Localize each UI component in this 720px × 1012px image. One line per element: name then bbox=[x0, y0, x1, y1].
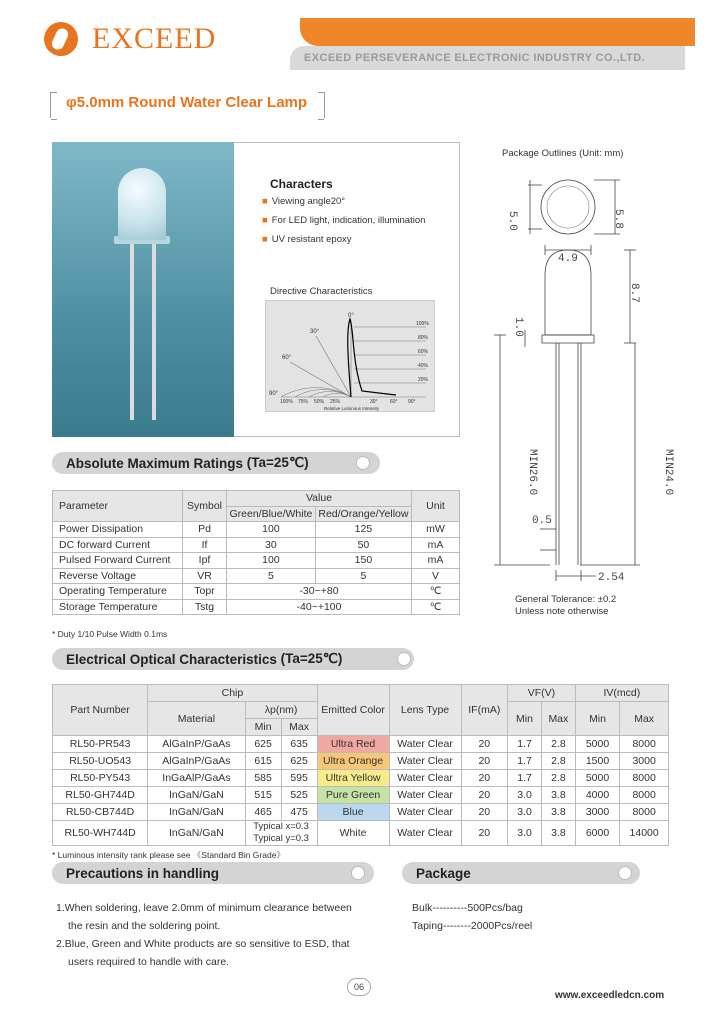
bullet-icon: ■ bbox=[262, 196, 268, 207]
page-number: 06 bbox=[347, 978, 371, 996]
col-parameter: Parameter bbox=[53, 491, 183, 522]
pct-label: 80% bbox=[418, 335, 429, 341]
dim-5-0: 5.0 bbox=[506, 211, 518, 231]
dim-5-8: 5.8 bbox=[612, 209, 624, 229]
electrical-table: Part Number Chip Emitted Color Lens Type IF(mA) VF(V) IV(mcd) Material λp(nm) Min Max Min Max Min Max RL50-PR543 AlGaInP/GaAs 625 635 Ultra Red Water Clear 20 1.7 2.8 5000 8000 RL50-UO543 AlGaInP/GaAs 615 625 Ultra Orange Water Clear 20 1.7 2.8 1500 3000 RL50-PY543 InGaAlP/GaAs 585 595 Ultra Yellow Water Clear 20 1.7 2.8 5000 8000 RL50-GH744D InGaN/GaN 515 525 Pure Green Water Clear 20 3.0 3.8 4000 8000 RL50-CB744D InGaN/GaN 465 475 Blue Water Clear 20 3.0 3.8 3000 8000 RL50-WH744D InGaN/GaN Typical x=0.3 Typical y=0.3 White Water Clear 20 3.0 3.8 6000 14000 bbox=[52, 684, 669, 846]
bottom-label: 90° bbox=[408, 399, 416, 405]
bottom-label: 75% bbox=[298, 399, 309, 405]
col-vf: VF(V) bbox=[508, 685, 576, 702]
table-row: Operating Temperature Topr -30~+80 ℃ bbox=[53, 584, 460, 600]
table-row: RL50-WH744D InGaN/GaN Typical x=0.3 Typical y=0.3 White Water Clear 20 3.0 3.8 6000 14000 bbox=[53, 821, 669, 846]
tolerance-note: General Tolerance: ±0.2 bbox=[515, 594, 617, 605]
led-lead-icon bbox=[130, 244, 134, 420]
chart-caption: Relative Luminous Intensity bbox=[324, 406, 380, 411]
bottom-label: 50% bbox=[314, 399, 325, 405]
table-row: RL50-CB744D InGaN/GaN 465 475 Blue Water Clear 20 3.0 3.8 3000 8000 bbox=[53, 804, 669, 821]
characters-item: ■ UV resistant epoxy bbox=[262, 234, 352, 245]
website-link[interactable]: www.exceedledcn.com bbox=[555, 990, 665, 1001]
pct-label: 60% bbox=[418, 349, 429, 355]
table-row: RL50-PR543 AlGaInP/GaAs 625 635 Ultra Red Water Clear 20 1.7 2.8 5000 8000 bbox=[53, 736, 669, 753]
table-row: Pulsed Forward Current Ipf 100 150 mA bbox=[53, 553, 460, 569]
table-row: RL50-GH744D InGaN/GaN 515 525 Pure Green Water Clear 20 3.0 3.8 4000 8000 bbox=[53, 787, 669, 804]
section-dot-icon bbox=[356, 456, 370, 470]
dim-0-5: 0.5 bbox=[532, 515, 552, 527]
precaution-line: users required to handle with care. bbox=[68, 956, 230, 968]
dim-8-7: 8.7 bbox=[628, 283, 640, 303]
col-iv: IV(mcd) bbox=[575, 685, 668, 702]
precaution-line: 1.When soldering, leave 2.0mm of minimum clearance between bbox=[56, 902, 352, 914]
led-lead-icon bbox=[152, 244, 156, 420]
brand-name: EXCEED bbox=[92, 22, 217, 55]
table-row: Power Dissipation Pd 100 125 mW bbox=[53, 522, 460, 538]
col-lens: Lens Type bbox=[389, 685, 461, 736]
table-row: Reverse Voltage VR 5 5 V bbox=[53, 568, 460, 584]
directive-title: Directive Characteristics bbox=[270, 286, 373, 297]
color-swatch: Ultra Yellow bbox=[317, 770, 389, 787]
table-row: RL50-PY543 InGaAlP/GaAs 585 595 Ultra Yellow Water Clear 20 1.7 2.8 5000 8000 bbox=[53, 770, 669, 787]
angle-label: 90° bbox=[269, 391, 279, 397]
package-outline-svg bbox=[470, 165, 688, 635]
precaution-line: the resin and the soldering point. bbox=[68, 920, 221, 932]
company-name: EXCEED PERSEVERANCE ELECTRONIC INDUSTRY CO.,LTD. bbox=[290, 46, 685, 70]
color-swatch: Blue bbox=[317, 804, 389, 821]
bottom-label: 60° bbox=[390, 399, 398, 405]
bullet-icon: ■ bbox=[262, 215, 268, 226]
col-color: Emitted Color bbox=[317, 685, 389, 736]
duty-footnote: * Duty 1/10 Pulse Width 0.1ms bbox=[52, 629, 168, 639]
package-outline-drawing bbox=[470, 165, 688, 635]
color-swatch: Ultra Orange bbox=[317, 753, 389, 770]
col-value-a: Green/Blue/White bbox=[227, 506, 316, 522]
pct-label: 100% bbox=[416, 321, 429, 327]
col-value-b: Red/Orange/Yellow bbox=[315, 506, 411, 522]
dim-min24: MIN24.0 bbox=[662, 449, 674, 496]
col-if: IF(mA) bbox=[461, 685, 508, 736]
bottom-label: 100% bbox=[280, 399, 293, 405]
table-row: Storage Temperature Tstg -40~+100 ℃ bbox=[53, 599, 460, 615]
precaution-line: 2.Blue, Green and White products are so sensitive to ESD, that bbox=[56, 938, 350, 950]
angle-label: 30° bbox=[310, 329, 320, 335]
table-row: RL50-UO543 AlGaInP/GaAs 615 625 Ultra Orange Water Clear 20 1.7 2.8 1500 3000 bbox=[53, 753, 669, 770]
directive-chart bbox=[265, 300, 435, 412]
pct-label: 20% bbox=[418, 377, 429, 383]
color-swatch: White bbox=[317, 821, 389, 846]
col-chip: Chip bbox=[148, 685, 317, 702]
angle-label: 60° bbox=[282, 355, 292, 361]
dim-2-54: 2.54 bbox=[598, 572, 625, 584]
exceed-logo-icon bbox=[44, 22, 78, 56]
bottom-label: 30° bbox=[370, 399, 378, 405]
header-orange-band bbox=[300, 18, 695, 46]
abs-max-heading: Absolute Maximum Ratings (Ta=25℃) bbox=[52, 452, 380, 474]
dim-min26: MIN26.0 bbox=[526, 449, 538, 496]
col-symbol: Symbol bbox=[183, 491, 227, 522]
table-row: DC forward Current If 30 50 mA bbox=[53, 537, 460, 553]
directive-chart-svg bbox=[266, 301, 436, 413]
section-dot-icon bbox=[397, 652, 411, 666]
characters-item: ■ For LED light, indication, illumination bbox=[262, 215, 426, 226]
bottom-label: 25% bbox=[330, 399, 341, 405]
unless-note: Unless note otherwise bbox=[515, 606, 609, 617]
dim-4-9: 4.9 bbox=[558, 253, 578, 265]
package-heading: Package bbox=[402, 862, 640, 884]
package-bulk: Bulk----------500Pcs/bag bbox=[412, 902, 523, 914]
bullet-icon: ■ bbox=[262, 234, 268, 245]
electrical-heading: Electrical Optical Characteristics (Ta=25℃) bbox=[52, 648, 414, 670]
package-taping: Taping--------2000Pcs/reel bbox=[412, 920, 533, 932]
characters-heading: Characters bbox=[270, 177, 333, 191]
color-swatch: Pure Green bbox=[317, 787, 389, 804]
pct-label: 40% bbox=[418, 363, 429, 369]
page-title: φ5.0mm Round Water Clear Lamp bbox=[66, 94, 308, 111]
section-dot-icon bbox=[351, 866, 365, 880]
abs-max-table bbox=[52, 490, 460, 615]
col-lambda: λp(nm) bbox=[245, 702, 317, 719]
col-part: Part Number bbox=[53, 685, 148, 736]
color-swatch: Ultra Red bbox=[317, 736, 389, 753]
package-outline-title: Package Outlines (Unit: mm) bbox=[502, 148, 624, 159]
angle-label: 0° bbox=[348, 313, 354, 319]
intensity-footnote: * Luminous intensity rank please see 《Standard Bin Grade》 bbox=[52, 850, 285, 860]
led-lens-icon bbox=[118, 168, 166, 240]
section-dot-icon bbox=[618, 866, 632, 880]
precautions-heading: Precautions in handling bbox=[52, 862, 374, 884]
col-material: Material bbox=[148, 702, 245, 736]
characters-item: ■ Viewing angle20° bbox=[262, 196, 346, 207]
col-unit: Unit bbox=[412, 491, 460, 522]
dim-1-0: 1.0 bbox=[512, 317, 524, 337]
col-value: Value bbox=[227, 491, 412, 507]
